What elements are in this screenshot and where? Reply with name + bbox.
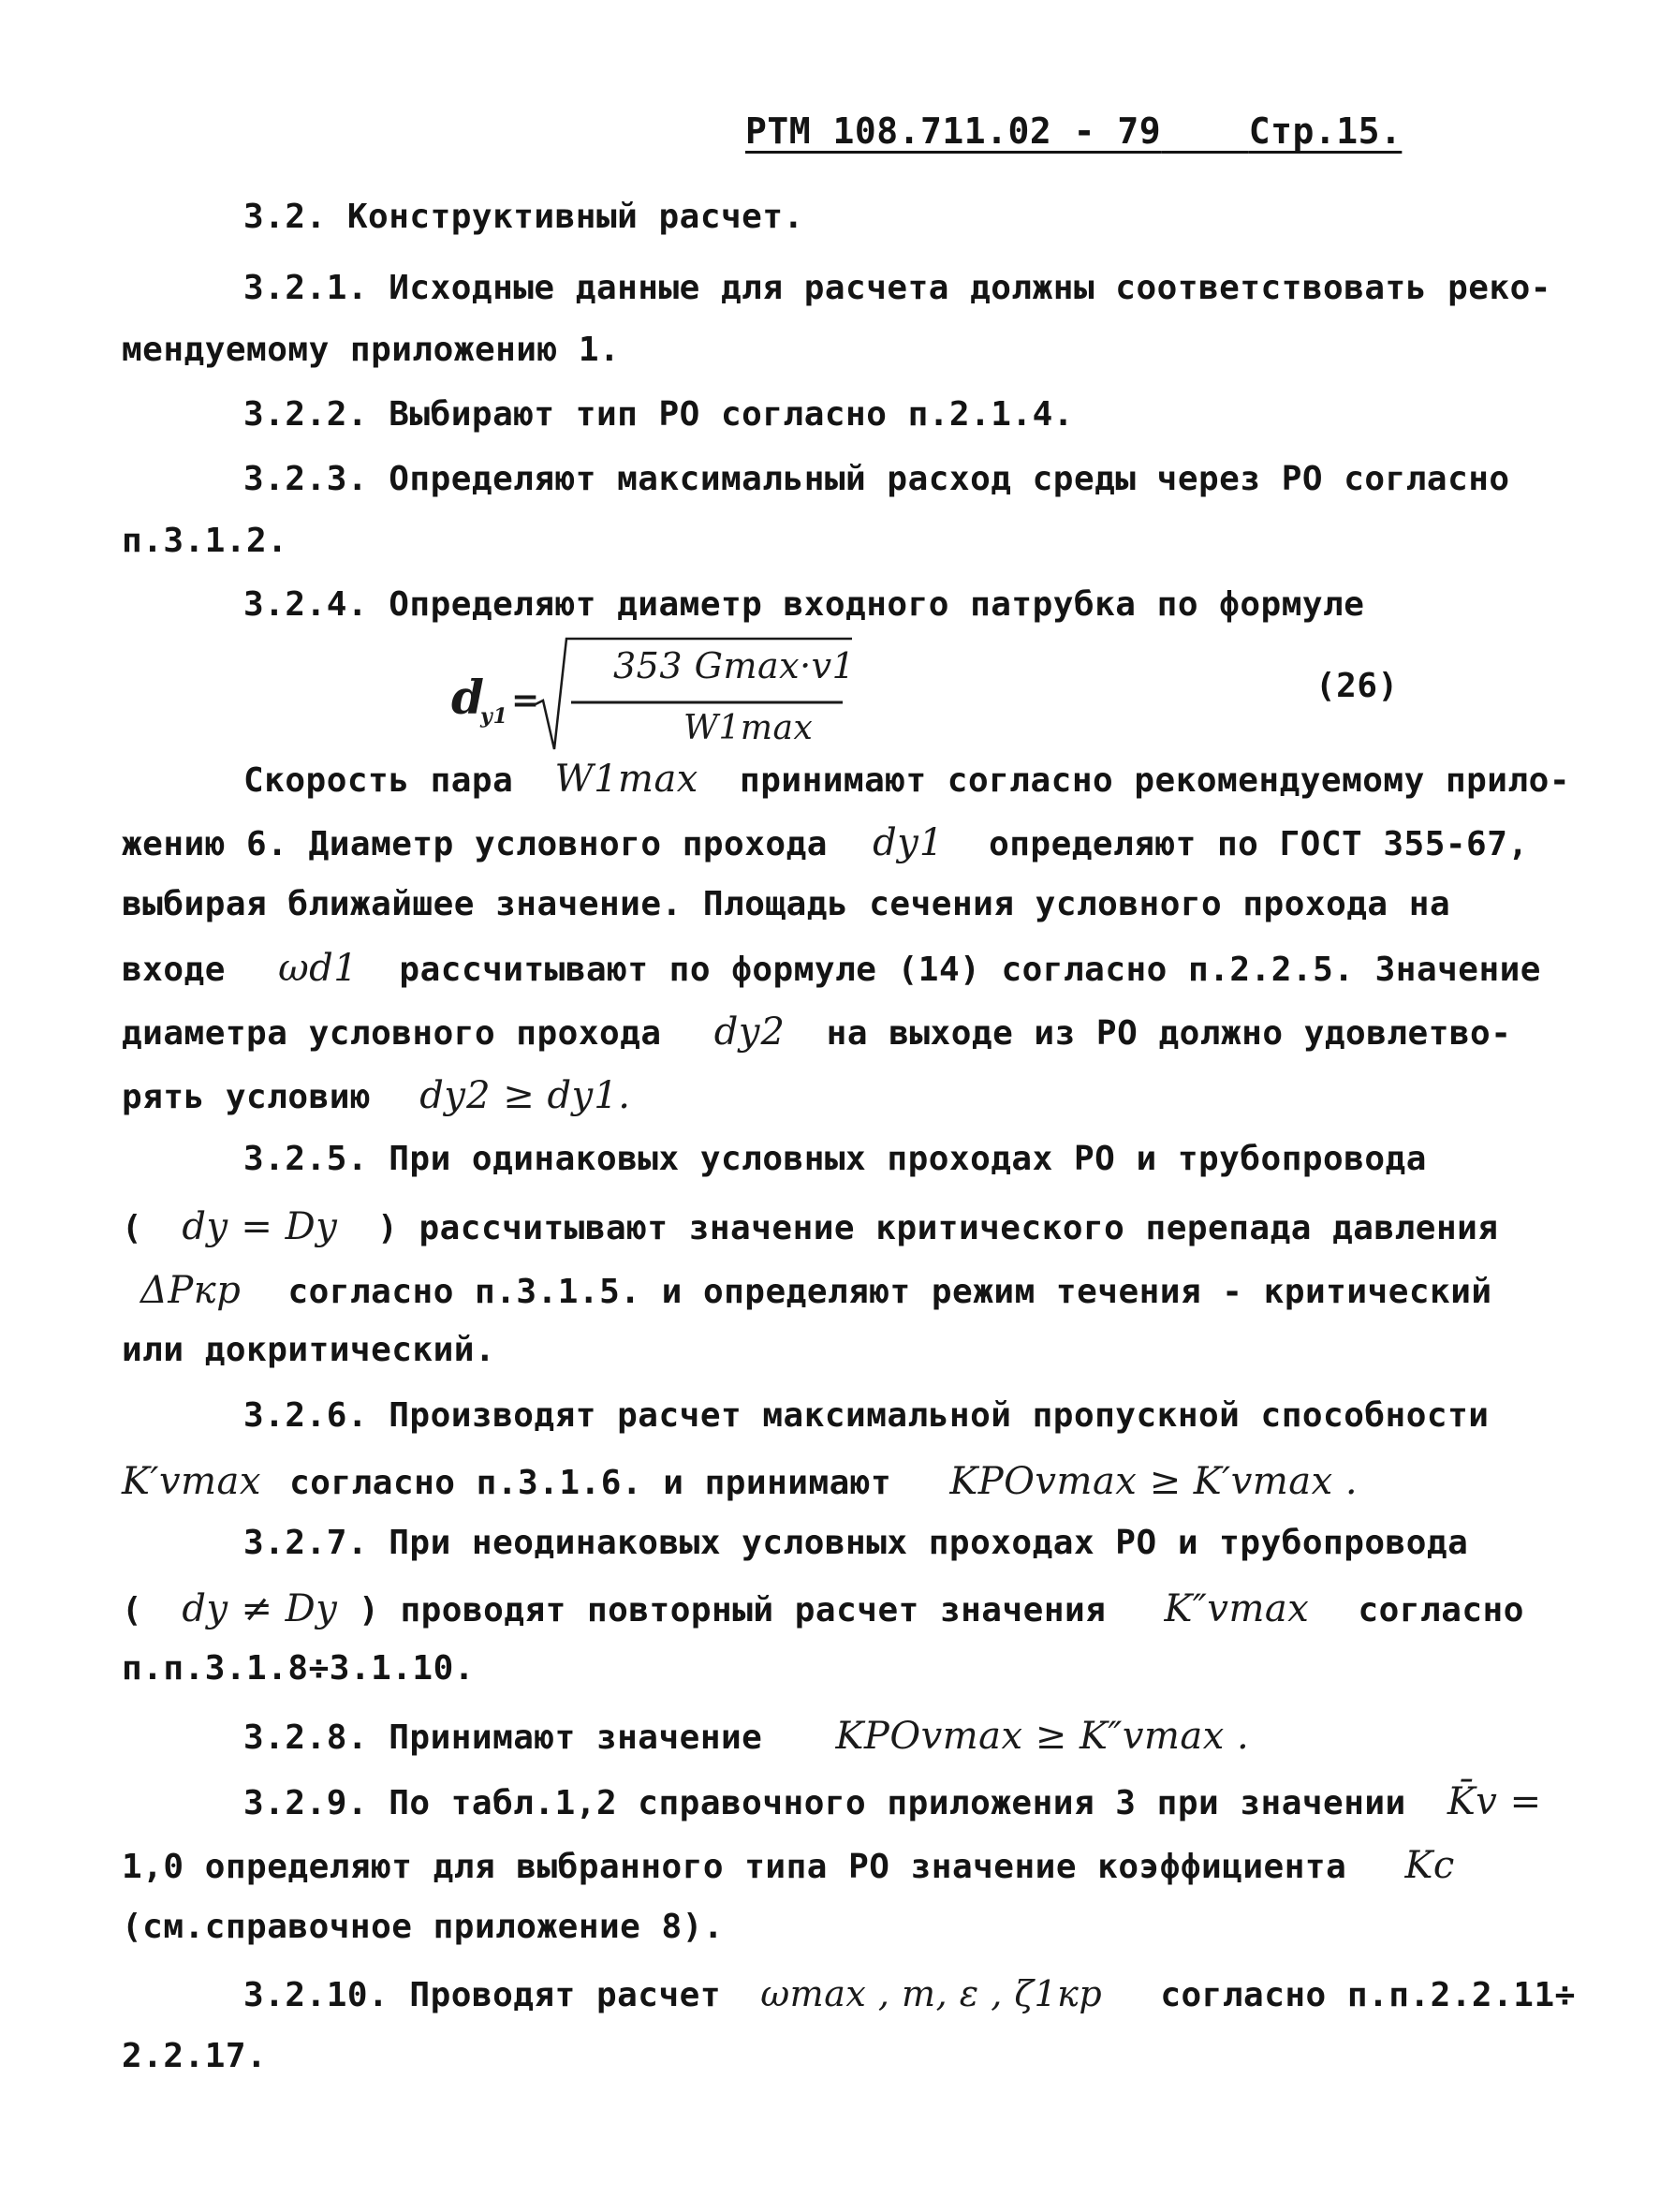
speed-l5-b: на выходе из РО должно удовлетво- bbox=[826, 1014, 1512, 1053]
p329-line3: (см.справочное приложение 8). bbox=[122, 1908, 725, 1946]
page-number: Стр.15. bbox=[1248, 111, 1403, 152]
symbol-kv-bar: K̄v = bbox=[1447, 1780, 1542, 1823]
p325-line1: 3.2.5. При одинаковых условных проходах РО и трубопровода bbox=[243, 1140, 1427, 1178]
speed-line1 bbox=[243, 758, 1570, 801]
symbol-dy2-ge-dy1: dу2 ≥ dу1. bbox=[419, 1074, 631, 1117]
p325-paren-open: ( bbox=[122, 1209, 143, 1247]
formula-26 bbox=[449, 627, 880, 759]
p329-line2 bbox=[122, 1844, 1455, 1887]
speed-l2-b: определяют по ГОСТ 355-67, bbox=[989, 825, 1529, 863]
symbol-dy2: dу2 bbox=[713, 1010, 786, 1054]
symbol-dy-ne-Dy: dу ≠ Dу bbox=[182, 1587, 338, 1630]
speed-l6-a: рять условию bbox=[122, 1078, 372, 1116]
formula-lhs-d: d bbox=[451, 670, 485, 725]
page-header bbox=[745, 111, 1402, 152]
symbol-kvpo-ge-kvdbl: KPOvmax ≥ K″vmax . bbox=[835, 1715, 1250, 1758]
p326-line1: 3.2.6. Производят расчет максимальной пропускной способности bbox=[243, 1396, 1490, 1435]
speed-line3: выбирая ближайшее значение. Площадь сечения условного прохода на bbox=[122, 885, 1451, 923]
p327-l2-c: согласно bbox=[1358, 1591, 1524, 1630]
formula-denominator: W1max bbox=[683, 709, 814, 747]
symbol-dy-eq-Dy: dу = Dу bbox=[182, 1205, 338, 1248]
p323-line1: 3.2.3. Определяют максимальный расход среды через РО согласно bbox=[243, 460, 1510, 498]
p326-line2 bbox=[122, 1460, 1359, 1503]
p325-line4: или докритический. bbox=[122, 1331, 496, 1369]
p325-l3-text: согласно п.3.1.5. и определяют режим течения - критический bbox=[287, 1273, 1492, 1311]
p323-line2: п.3.1.2. bbox=[122, 522, 288, 560]
p327-line1: 3.2.7. При неодинаковых условных проходах РО и трубопровода bbox=[243, 1524, 1469, 1562]
formula-lhs-sub: у1 bbox=[480, 704, 508, 729]
p322: 3.2.2. Выбирают тип РО согласно п.2.1.4. bbox=[243, 395, 1074, 434]
formula-numerator: 353 Gmax·v1 bbox=[613, 645, 856, 686]
p325-line3 bbox=[140, 1269, 1492, 1312]
speed-l2-a: жению 6. Диаметр условного прохода bbox=[122, 825, 828, 863]
speed-text-b: принимают согласно рекомендуемому прило- bbox=[740, 761, 1570, 800]
symbol-delta-pkr: ΔPкр bbox=[140, 1269, 242, 1312]
p325-l2-text: ) рассчитывают значение критического перепада давления bbox=[377, 1209, 1499, 1247]
p327-l2-text: ) проводят повторный расчет значения bbox=[359, 1591, 1107, 1630]
symbol-omega-m-eps-zeta: ωmax , m, ε , ζ1кр bbox=[760, 1973, 1103, 2014]
p327-line3: п.п.3.1.8÷3.1.10. bbox=[122, 1649, 475, 1688]
p327-line2 bbox=[122, 1587, 1524, 1630]
speed-l4-a: входе bbox=[122, 951, 226, 989]
p329-line1 bbox=[243, 1780, 1542, 1823]
p325-line2 bbox=[122, 1205, 1499, 1248]
symbol-w1max: W1max bbox=[554, 758, 698, 801]
p3210-text-a: 3.2.10. Проводят расчет bbox=[243, 1976, 721, 2014]
speed-text-a: Скорость пара bbox=[243, 761, 514, 800]
p327-paren-open: ( bbox=[122, 1591, 143, 1630]
symbol-omega-d1: ωd1 bbox=[278, 947, 359, 990]
p3210-line2: 2.2.17. bbox=[122, 2037, 268, 2075]
symbol-kc: Kc bbox=[1404, 1844, 1455, 1887]
p329-l1-text: 3.2.9. По табл.1,2 справочного приложения 3 при значении bbox=[243, 1784, 1406, 1822]
p328 bbox=[243, 1715, 1250, 1758]
speed-line2 bbox=[122, 821, 1529, 864]
p3210-line1 bbox=[243, 1973, 1576, 2014]
speed-line5 bbox=[122, 1010, 1512, 1054]
symbol-kv-double-prime: K″vmax bbox=[1164, 1587, 1310, 1630]
symbol-kv-prime-max: K′vmax bbox=[122, 1460, 261, 1503]
speed-l5-a: диаметра условного прохода bbox=[122, 1014, 662, 1053]
speed-line6 bbox=[122, 1074, 631, 1117]
doc-code: РТМ 108.711.02 - 79 bbox=[745, 111, 1162, 152]
p329-l2-text: 1,0 определяют для выбранного типа РО значение коэффициента bbox=[122, 1848, 1347, 1886]
p328-text: 3.2.8. Принимают значение bbox=[243, 1718, 763, 1757]
p326-l2-text: согласно п.3.1.6. и принимают bbox=[289, 1464, 892, 1502]
symbol-kvpo-ge-kvprime: KPOvmax ≥ K′vmax . bbox=[949, 1460, 1359, 1503]
formula-equals: = bbox=[511, 681, 540, 720]
p324: 3.2.4. Определяют диаметр входного патрубка по формуле bbox=[243, 585, 1365, 624]
section-title: 3.2. Конструктивный расчет. bbox=[243, 198, 804, 236]
p321-line2: мендуемому приложению 1. bbox=[122, 331, 621, 369]
speed-l4-b: рассчитывают по формуле (14) согласно п.2.2.5. Значение bbox=[399, 951, 1541, 989]
equation-number: (26) bbox=[1315, 667, 1399, 705]
speed-line4 bbox=[122, 947, 1541, 990]
p321-line1: 3.2.1. Исходные данные для расчета должны соответствовать реко- bbox=[243, 269, 1551, 307]
symbol-dy1: dу1 bbox=[873, 821, 944, 864]
p3210-text-b: согласно п.п.2.2.11÷ bbox=[1160, 1976, 1576, 2014]
